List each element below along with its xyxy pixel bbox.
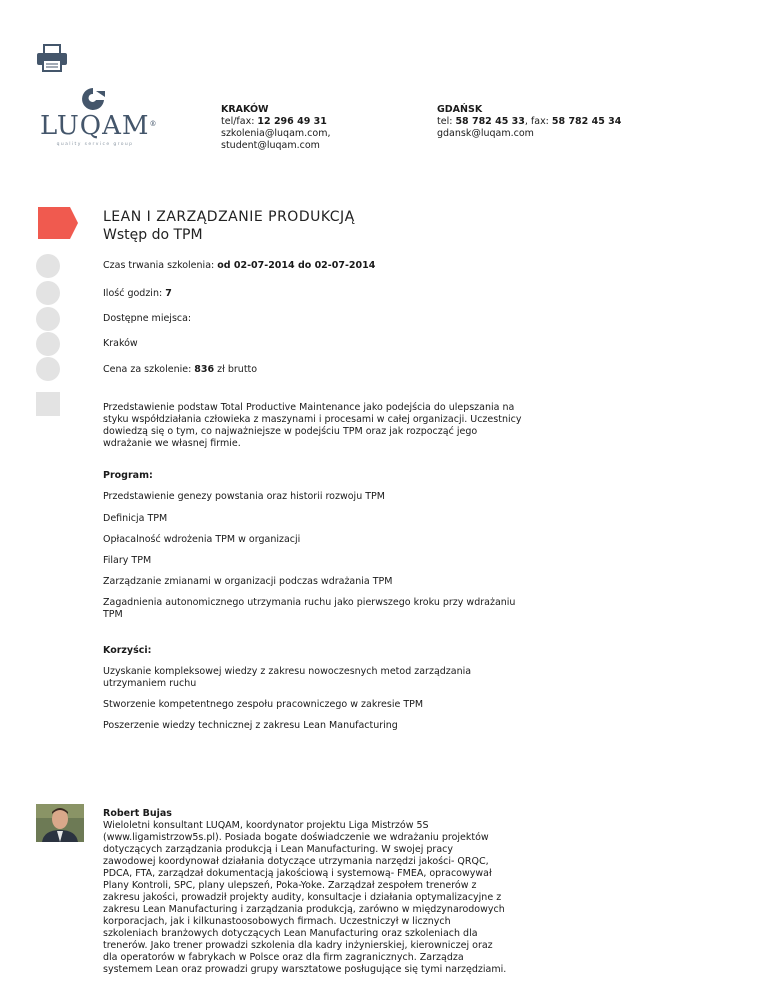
description-bullet-icon [36,392,60,416]
contact-phone: tel: 58 782 45 33, fax: 58 782 45 34 [437,116,622,127]
list-item: Poszerzenie wiedzy technicznej z zakresu Lean Manufacturing [103,720,398,731]
contact-city: KRAKÓW [221,104,269,115]
logo-mark-icon [78,86,108,112]
contact-krakow [221,104,421,152]
detail-bullet-icon [36,307,60,331]
section-arrow-icon [38,207,78,239]
detail-bullet-icon [36,281,60,305]
detail-bullet-icon [36,332,60,356]
printer-icon[interactable] [36,44,68,72]
program-heading: Program: [103,470,153,481]
contact-email[interactable]: szkolenia@luqam.com, student@luqam.com [221,128,331,151]
course-category: LEAN I ZARZĄDZANIE PRODUKCJĄ [103,209,355,225]
list-item: Zarządzanie zmianami w organizacji podczas wdrażania TPM [103,576,393,587]
contact-phone: tel/fax: 12 296 49 31 [221,116,327,127]
list-item: Opłacalność wdrożenia TPM w organizacji [103,534,301,545]
trainer-photo [36,804,84,842]
course-title: Wstęp do TPM [103,227,203,243]
list-item: Definicja TPM [103,513,168,524]
logo-tagline: quality service group [56,142,134,147]
course-seats: Dostępne miejsca: [103,313,192,324]
contact-gdansk [437,104,757,140]
list-item: Filary TPM [103,555,152,566]
course-price: Cena za szkolenie: 836 zł brutto [103,364,258,375]
trainer-name: Robert Bujas [103,808,172,819]
detail-bullet-icon [36,254,60,278]
benefits-heading: Korzyści: [103,645,152,656]
contact-email[interactable]: gdansk@luqam.com [437,128,534,139]
trainer-bio: Wieloletni konsultant LUQAM, koordynator projektu Liga Mistrzów 5S (www.ligamistrzow5s.pl). Posiada bogate doświadczenie we wdrażaniu projektów dotyczących zarządzania produkcją i Lean Manufacturing. W swojej pracy zawodowej koordynował działania dotyczące utrzymania narzędzi jakości- QRQC, PDCA, FTA, zarządzał dokumentacją jakościową i systemową- FMEA, opracowywał Plany Kontroli, SPC, plany ulepszeń, Poka-Yoke. Zarządzał zespołem trenerów z zakresu jakości, prowadził projekty audity, konsultacje i działania optymalizacyjne z zakresu Lean Manufacturing i zarządzania produkcją, zarówno w międzynarodowych korporacjach, jak i kilkunastoosobowych firmach. Uczestniczył w licznych szkoleniach branżowych dotyczących Lean Manufacturing oraz szkoleniach dla trenerów. Jako trener prowadzi szkolenia dla kadry inżynierskiej, kierowniczej oraz dla operatorów w fabrykach w Polsce oraz dla firm zagranicznych. Zarządza systemem Lean oraz prowadzi grupy warsztatowe posługujące się tymi narzędziami. [103,820,507,975]
contact-city: GDAŃSK [437,104,483,115]
logo-wordmark: LUQAM® [40,111,158,141]
course-description: Przedstawienie podstaw Total Productive Maintenance jako podejścia do ulepszania na styku współdziałania człowieka z maszynami i procesami w całej organizacji. Uczestnicy dowiedzą się o tym, co najważniejsze w podejściu TPM oraz jak rozpocząć jego wdrażanie we własnej firmie. [103,402,522,449]
list-item: Uzyskanie kompleksowej wiedzy z zakresu nowoczesnych metod zarządzania utrzymaniem ruchu [103,666,472,689]
list-item: Stworzenie kompetentnego zespołu pracowniczego w zakresie TPM [103,699,424,710]
detail-bullet-icon [36,357,60,381]
luqam-logo[interactable] [40,86,158,152]
list-item: Zagadnienia autonomicznego utrzymania ruchu jako pierwszego kroku przy wdrażaniu TPM [103,597,516,620]
course-duration: Czas trwania szkolenia: od 02-07-2014 do 02-07-2014 [103,260,376,271]
course-location: Kraków [103,338,138,349]
course-hours: Ilość godzin: 7 [103,288,172,299]
list-item: Przedstawienie genezy powstania oraz historii rozwoju TPM [103,491,385,502]
